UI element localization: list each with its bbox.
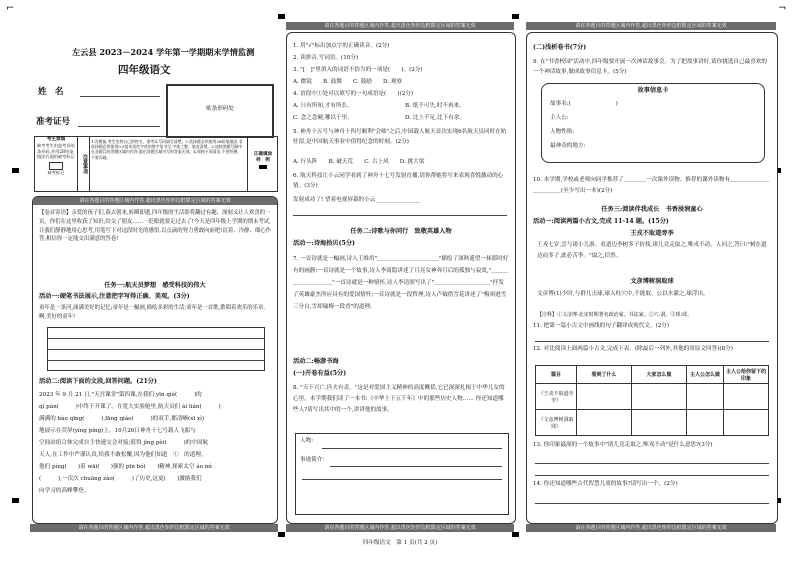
- task1-title: 任务一:航天员梦想 感受科技的伟大: [104, 282, 206, 289]
- registration-mark: [12, 168, 19, 173]
- table-cell[interactable]: [632, 410, 687, 436]
- table-cell[interactable]: [687, 384, 724, 410]
- poem1-title: 王戎不取道旁李: [630, 230, 674, 237]
- intro-text: 【卷首寄语】亲爱的孩子们,暮去朝来,转瞬即逝,四年级的生活即将翻过有趣、深刻又让人欢喜的一页。你们在这里收获了知识,结交了朋友……一眨眼就要走过去了!今天是四年级上学期的期末考试,让我们静静地用心思考,用笔写下对这段时光的感悟,以点滴的努力勇敢向前吧!沉着、冷静、细心作答,相信你一定能交出满意的答卷!: [39, 210, 272, 243]
- handwriting-grid[interactable]: [47, 327, 265, 371]
- id-label: 准考证号: [36, 117, 71, 127]
- table-cell[interactable]: [577, 384, 632, 410]
- table-cell-title: 《王戎不取道旁李》: [536, 384, 577, 410]
- col1-band: 请在各题目的答题区域内作答,超出黑色矩形边框限定区域的答案无效: [33, 197, 277, 205]
- crop-mark-top-right: ¬: [778, 3, 787, 14]
- q12: 12. 对比阅读上面两篇小古文,完成下表。(除最后一列外,其他的用原文回答)(8分): [533, 346, 733, 352]
- rules-text: 1.答题前,考生先将自己的姓名、准考证号码填写清楚。2.选择题必须使用2B铅笔填涂;非选择题必须使用0.5毫米黑色字迹的签字笔书写,字体工整、笔迹清楚。3.请按照题号顺序在各题目的答题区域内作答,超出答题区域书写的答案无效。4.保持卡面清洁,不要折叠、不要弄破。: [91, 139, 243, 160]
- task3-title: 任务三:阅读伴我成长 书香浸润童心: [601, 206, 703, 213]
- story-card-field: 故事名:( ): [550, 101, 618, 107]
- reading-line: 空间站组合体完成自主快速交会对接;值得 jìng pèi( )的中国航: [39, 440, 209, 446]
- reading-line: ( ),一次次 chuāng zào( )了历史,这更( )激励我们: [39, 476, 202, 482]
- table-cell[interactable]: [632, 384, 687, 410]
- sample-fill: [259, 165, 267, 169]
- rules-label: 注意事项: [77, 137, 90, 191]
- q10: 10. 本学期,学校或老师向同学推荐了＿＿＿＿一次课外读物。推荐的课外读物有＿＿＿＿＿＿＿＿＿＿＿＿(至少写出一本)(2分): [533, 177, 770, 194]
- table-header: 大家怎么做: [632, 366, 687, 384]
- registration-mark: [512, 14, 519, 19]
- q7: 7. 一首诗就是一幅画,诗人王维用"＿＿＿＿＿＿＿＿＿＿＿"描绘了深秋遥望一抹耶时好有的画静;一首诗就是一个故事,诗人李商隐讲述了月亮女神奔月后的孤独与寂寞,"＿＿＿＿＿＿＿＿＿＿"一首诗就是一种情怀,诗人李清照写出了"＿＿＿＿＿＿＿＿＿＿"抒发了英雄豪杰所应具有的爱国情怀;一首诗就是一段哲理,诗人卢钺借雪花讲述了"梅须逊雪三分白,雪却输梅一段香"的道理。: [293, 256, 509, 310]
- notes-title: 考生禁填: [46, 137, 66, 142]
- q6-fill[interactable]: 发射成功了! 望着电视屏幕的小云________________: [293, 197, 421, 203]
- q5: 5. 神舟十五号与神舟十四号顺利"会师"之后,中国载人航天首次实现6名航天员同时在轨驻留,是中国航天事业中值得纪念的时刻。(2分): [293, 129, 507, 145]
- section-2-title: (二)浅析卷书(7分): [533, 44, 587, 51]
- exam-title: 左云县 2023－2024 学年第一学期期末学情监测: [72, 47, 255, 57]
- crop-mark-top-left: ⌐: [6, 3, 15, 14]
- reading-line: 地展示在荧屏(yíng píng)上。10月26日神舟十七号载人飞船与: [39, 428, 196, 434]
- reading-line: 向学习的高峰攀登。: [39, 488, 90, 494]
- q6: 6. 航天科技让小云同学看到了神舟十七号发射直播,请你帮她将写来表现喜悦激动的心情。(3分): [293, 173, 504, 189]
- act2-title: 活动二:阅读下面的文段,回答问题。(21分): [39, 378, 157, 385]
- bottom-band-col2: 请在各题目的答题区域内作答,超出黑色矩形边框限定区域的答案无效: [286, 524, 514, 532]
- q14: 14. 你还知道哪些古代智慧儿童的故事?请写出一个。(2分): [533, 481, 678, 487]
- column-1-answer: [32, 196, 278, 524]
- reading-line: 天人,在工作中严谨认真,给我不敢松懈,因为他们知道 ① 的道理。: [39, 452, 207, 458]
- correct-label: 正确填涂: [253, 152, 273, 157]
- notes-box: [34, 136, 278, 192]
- column-2: [286, 32, 516, 524]
- story-card-field: 主人公:: [550, 115, 569, 121]
- task2-title: 任务二:诗歌与你同行 致敬英雄人物: [350, 228, 452, 235]
- column-3: [526, 32, 778, 524]
- registration-mark: [278, 532, 285, 537]
- q5-options: A. 行头阵 B. 破天荒 C. 古上风 D. 挑大梁: [293, 159, 425, 165]
- poem2-title: 文彦博树洞取球: [630, 278, 674, 285]
- table-cell-title: 《文彦博树洞取球》: [536, 410, 577, 436]
- q11: 11. 把第一篇小古文中画线的句子翻译成现代文。(2分): [533, 323, 670, 329]
- act3-title: 活动一:阅读两篇小古文,完成 11-14 题。(15分): [533, 218, 669, 225]
- q11-answer-line[interactable]: [535, 341, 769, 342]
- absent-cell: [35, 137, 78, 191]
- registration-mark: [512, 532, 519, 537]
- name-label: 姓 名: [38, 87, 64, 97]
- poem2-text: 文彦博(1)少时,与群儿击球,球入柱穴中,不能取。公以水灌之,球浮出。: [537, 291, 709, 297]
- reading-line: 2023 年 9 月 21 日,"天宫课堂"第四课,在我们 yīn qié( )的: [39, 392, 202, 398]
- poem1-text: 王戎七岁,尝与诸小儿游。看道边李树多子折枝,诸儿竞走取之,唯戎不动。人问之,答曰:"树在道边而多子,此必苦李。"取之,信然。: [537, 242, 767, 259]
- act1-title: 活动一:硬笔书法展示,注意把字写得正确、美观。(3分): [39, 293, 190, 300]
- act2-1-title: 活动一:诗海拾贝(5分): [293, 240, 355, 247]
- story-card-title: 故事信息卡: [637, 87, 669, 94]
- q8: 8. "天下兴亡,匹夫有责。"这是对爱国主义精神的高度概括,它已深深扎根于中华儿女的心里。本学期我们读了一本书:《中华上下五千年》中的那些历史人物…… 你还知道哪些人?请写出其中的一个,讲讲他的故事。: [293, 385, 505, 413]
- reading-line: qí pàn( )中终于开课了。在宽大实验舱里,航天员们 ài lián( ): [39, 404, 221, 410]
- q2: 2. 读拼音,写词语。(10分): [293, 55, 359, 61]
- q8-story-label: 事迹简介:: [300, 456, 325, 463]
- registration-mark: [12, 498, 19, 503]
- act2-2-title: 活动二:畅游书海: [293, 358, 339, 365]
- q13-answer-line[interactable]: [535, 475, 769, 476]
- q6-answer-line[interactable]: [293, 215, 507, 216]
- bottom-band-col1: 请在各题目的答题区域内作答,超出黑色矩形边框限定区域的答案无效: [30, 524, 278, 532]
- sample-cell: [247, 137, 278, 191]
- q3-options: A. 微镜 B. 鼓舞 C. 鼓励 D. 观察: [293, 79, 403, 85]
- table-cell[interactable]: [724, 384, 769, 410]
- q3: 3. "[ ]"里填入的词语不恰当的一项是( )。(2分): [293, 67, 423, 73]
- q9: 9. 在"书香校园"活动中,四年级要开展一次神话故事会。为了把故事讲好,请你挑选自己最喜欢的一个神话故事,做成故事信息卡。(5分): [533, 59, 767, 75]
- q8-head: (一)开卷有益(5分): [293, 370, 347, 377]
- reading-line: 他们 píng( )着 wāi( )强的 pīn bó( )精神,探索太空 ào mì: [39, 464, 212, 470]
- q4-option-c: C. 念之念硬,哪以千里。: [293, 115, 353, 121]
- q4-option-a: A. 只有所知,才有所长。: [293, 103, 353, 109]
- id-field[interactable]: [78, 126, 160, 127]
- q13: 13. 你印象最深的一个故事中"诸儿竞走取之,唯戎不动"是什么意思?(3分): [533, 442, 713, 448]
- q4-option-d: D. 比上不足,比下有余。: [405, 115, 465, 121]
- notes-body: 缺考考生由监考员贴条形码,并用2B铅笔填涂右面的缺考标记: [37, 143, 75, 160]
- q1: 1. 用"√"标出加点字的正确读音。(2分): [293, 43, 390, 49]
- q13-answer-line[interactable]: [535, 463, 769, 464]
- table-header: 篇目: [536, 366, 577, 384]
- story-card[interactable]: [541, 83, 765, 163]
- table-header: 主人公给你留下的印象: [724, 366, 769, 384]
- q8-person-label: 人物:: [300, 438, 314, 444]
- barcode-label: 贴条形码处: [206, 106, 234, 112]
- name-field[interactable]: [80, 96, 160, 97]
- reading-passage: [39, 389, 271, 497]
- story-card-field: 人物性格:: [550, 129, 575, 135]
- table-header: 主人公怎么做: [687, 366, 724, 384]
- notes-text: 【注释】①文彦博:北宋时期著名政治家、书法家。②穴:洞。③球:球。: [537, 312, 693, 318]
- table-cell[interactable]: [687, 410, 724, 436]
- absent-checkbox[interactable]: [49, 162, 63, 170]
- comparison-table: [535, 365, 769, 436]
- q8-answer-box[interactable]: [295, 433, 509, 515]
- subject-title: 四年级语文: [118, 64, 171, 76]
- story-card-field: 最神奇的地方:: [550, 143, 586, 149]
- q14-answer-line[interactable]: [535, 503, 769, 504]
- top-band-col3: 请在各题目的答题区域内作答,超出黑色矩形边框限定区域的答案无效: [526, 22, 776, 30]
- page-footer: 四年级语文 第 1 页(共 2 页): [362, 540, 438, 546]
- absent-label: 缺考标记: [47, 169, 65, 175]
- bottom-band-col3: 请在各题目的答题区域内作答,超出黑色矩形边框限定区域的答案无效: [526, 524, 776, 532]
- table-cell[interactable]: [724, 410, 769, 436]
- barcode-area: [166, 84, 274, 138]
- sample-label: 样 例: [256, 158, 270, 163]
- table-cell[interactable]: [577, 410, 632, 436]
- copy-text: 童年是一条河,涌满美好的记忆;童年是一幅画,描绘多彩的生活;童年是一首歌,歌唱着欢乐的乐章。啊,美好的童年!: [39, 305, 269, 320]
- registration-mark: [278, 14, 285, 19]
- top-band-col2: 请在各题目的答题区域内作答,超出黑色矩形边框限定区域的答案无效: [286, 22, 514, 30]
- q4-option-b: B. 纸不可失,时不再来。: [405, 103, 465, 109]
- reading-line: 满满的 bào qīng( ),fāng qiáo( )的双手,都清晰(xī xì): [39, 416, 205, 422]
- table-header: 看到了什么: [577, 366, 632, 384]
- q4: 4. 语段中①处可以填写的一句成语是( )(2分): [293, 91, 414, 97]
